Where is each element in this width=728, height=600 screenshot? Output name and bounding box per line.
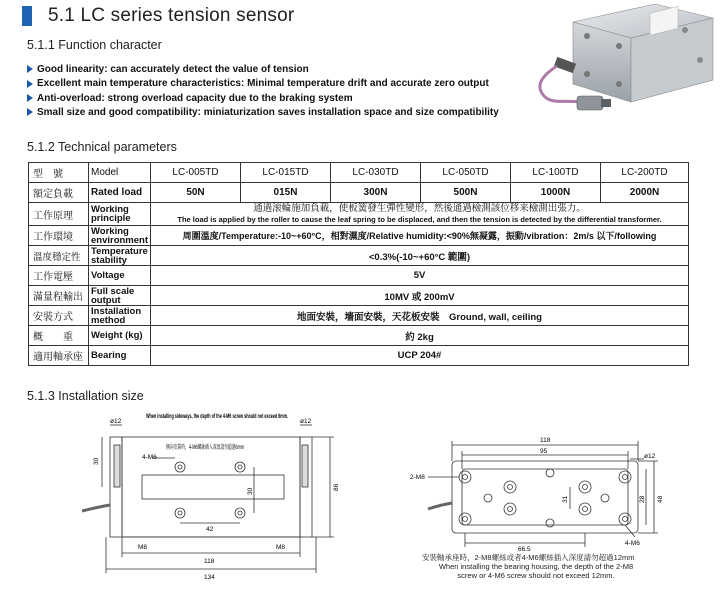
dim-label: 86: [333, 483, 340, 491]
triangle-bullet-icon: [27, 80, 33, 88]
bearing-note-en: When installing the bearing housing, the depth of the 2-M8 screw or 4-M6 screw should not exceed 12mm.: [438, 562, 634, 580]
side-note-en: [146, 414, 288, 420]
row-label-en: Rated load: [89, 183, 151, 203]
section-heading-parameters: 5.1.2 Technical parameters: [27, 140, 177, 154]
dim-label: ø12: [300, 418, 312, 425]
row-label-en: Installation method: [89, 306, 151, 326]
table-cell: 周圍溫度/Temperature:-10~+60°C，相對濕度/Relative humidity:<90%無凝露，振動/vibration：2m/s 以下/following: [151, 226, 689, 246]
table-row: [29, 266, 689, 286]
table-cell: 300N: [331, 183, 421, 203]
dim-label: 31: [562, 495, 569, 503]
row-label-cn: 滿量程輸出: [29, 286, 89, 306]
table-cell: LC-005TD: [151, 163, 241, 183]
row-label-en: Full scale output: [89, 286, 151, 306]
row-label-en: Working environment: [89, 226, 151, 246]
table-row: [29, 163, 689, 183]
dim-label: 30: [93, 457, 100, 465]
table-row: [29, 246, 689, 266]
side-note-cn: 側向安裝時，4-M6螺絲插入深度請勿超過6mm: [166, 445, 290, 451]
dim-label: M8: [138, 544, 148, 551]
table-cell: LC-015TD: [241, 163, 331, 183]
dim-label: 4-M6: [625, 540, 640, 547]
dim-label: 2-M8: [410, 474, 425, 481]
table-cell: [151, 203, 689, 226]
side-note-en-text: When installing sideways, the depth of the 4-M6 screw should not exceed 6mm.: [146, 414, 289, 420]
row-label-en: Voltage: [89, 266, 151, 286]
table-row: [29, 286, 689, 306]
row-label-en: Working principle: [89, 203, 151, 226]
list-item: [27, 92, 547, 106]
section-heading-function: 5.1.1 Function character: [27, 38, 162, 52]
dim-label: 118: [540, 437, 551, 444]
table-row: [29, 226, 689, 246]
table-cell: 5V: [151, 266, 689, 286]
table-cell: 015N: [241, 183, 331, 203]
row-label-cn: 適用軸承座: [29, 346, 89, 366]
dim-label: ø12: [644, 453, 656, 460]
dim-label: 95: [540, 448, 548, 455]
row-label-cn: 額定負載: [29, 183, 89, 203]
bearing-note-cn: 安裝軸承座時，2-M8螺絲或者4-M6螺絲插入深度請勿超過12mm: [422, 553, 635, 562]
dim-label: 118: [204, 558, 215, 565]
list-item: [27, 106, 547, 120]
table-row: [29, 346, 689, 366]
row-label-cn: 工作電壓: [29, 266, 89, 286]
table-cell: LC-030TD: [331, 163, 421, 183]
row-label-en: Model: [89, 163, 151, 183]
principle-cn: 通過滚輪施加負載，使板簧發生彈性變形，然後通過檢測該位移来檢測出張力。: [253, 203, 586, 214]
principle-en: The load is applied by the roller to cause the leaf spring to be displaced, and then the tension is detected by the differential transformer.: [177, 215, 662, 224]
dim-label: M8: [276, 544, 286, 551]
dim-label: ø12: [110, 418, 122, 425]
list-item: [27, 77, 547, 91]
table-cell: 10MV 或 200mV: [151, 286, 689, 306]
table-cell: 50N: [151, 183, 241, 203]
table-cell: 約 2kg: [151, 326, 689, 346]
feature-text: Small size and good compatibility: miniaturization saves installation space and size compatibility: [37, 106, 499, 118]
table-cell: 地面安裝，墻面安裝，天花板安裝 Ground, wall, ceiling: [151, 306, 689, 326]
dim-label: 28: [639, 495, 646, 503]
feature-text: Excellent main temperature characteristics: Minimal temperature drift and accurate zero output: [37, 78, 489, 90]
row-label-en: Weight (kg): [89, 326, 151, 346]
table-row: [29, 306, 689, 326]
table-row: [29, 203, 689, 226]
triangle-bullet-icon: [27, 94, 33, 102]
dim-label: 30: [247, 487, 254, 495]
table-cell: LC-100TD: [511, 163, 601, 183]
product-photo: [535, 2, 720, 134]
table-cell: <0.3%(-10~+60°C 範圍): [151, 246, 689, 266]
table-cell: LC-200TD: [601, 163, 689, 183]
dim-label: 48: [657, 495, 664, 503]
table-row: [29, 183, 689, 203]
feature-text: Good linearity: can accurately detect the value of tension: [37, 64, 309, 75]
section-heading-installation: 5.1.3 Installation size: [27, 389, 144, 403]
row-label-en: Temperature stability: [89, 246, 151, 266]
triangle-bullet-icon: [27, 65, 33, 73]
row-label-cn: 工作環境: [29, 226, 89, 246]
table-cell: 2000N: [601, 183, 689, 203]
feature-list: [27, 63, 547, 120]
row-label-en: Bearing: [89, 346, 151, 366]
dim-label: 66.5: [518, 546, 531, 553]
row-label-cn: 溫度穩定性: [29, 246, 89, 266]
row-label-cn: 安裝方式: [29, 306, 89, 326]
list-item: [27, 63, 547, 77]
dim-label: 42: [206, 526, 214, 533]
row-label-cn: 概 重: [29, 326, 89, 346]
page-title: 5.1 LC series tension sensor: [48, 5, 295, 26]
title-accent-bar: [22, 6, 32, 26]
row-label-cn: 工作原理: [29, 203, 89, 226]
dim-label: 4-M6: [142, 454, 157, 461]
table-cell: 500N: [421, 183, 511, 203]
table-cell: 1000N: [511, 183, 601, 203]
row-label-cn: 型 號: [29, 163, 89, 183]
installation-drawing-side: [80, 405, 380, 595]
dim-label: 134: [204, 574, 215, 581]
spec-table: [28, 162, 689, 366]
feature-text: Anti-overload: strong overload capacity due to the braking system: [37, 92, 353, 104]
table-row: [29, 326, 689, 346]
table-cell: LC-050TD: [421, 163, 511, 183]
triangle-bullet-icon: [27, 108, 33, 116]
table-cell: UCP 204#: [151, 346, 689, 366]
